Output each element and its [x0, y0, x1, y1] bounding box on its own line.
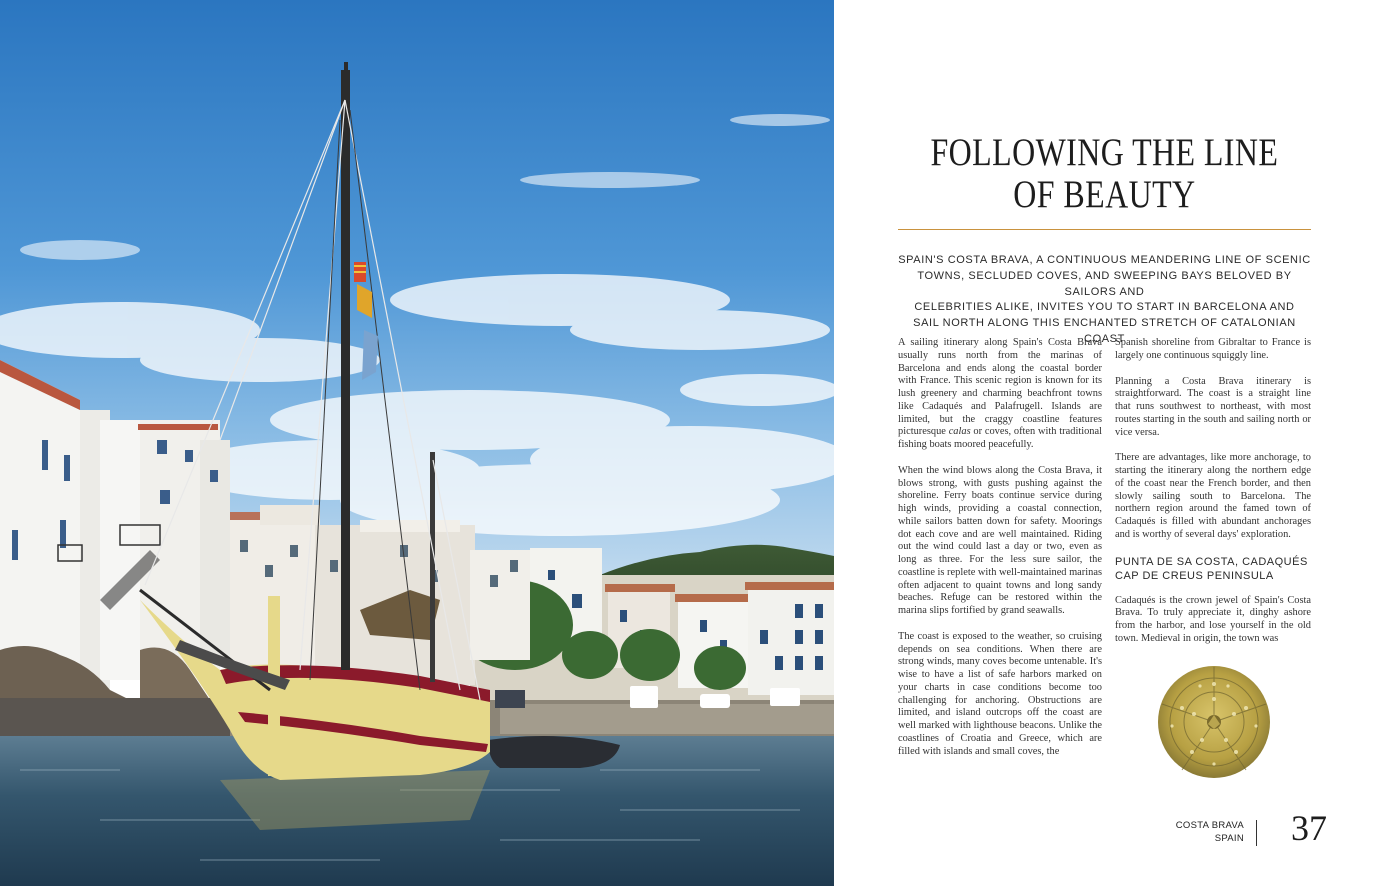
standfirst-line-1: SPAIN'S COSTA BRAVA, A CONTINUOUS MEANDERING LINE OF SCENIC [898, 254, 1311, 266]
title-line-2: OF BEAUTY [1013, 173, 1196, 216]
body-paragraph: Cadaqués is the crown jewel of Spain's Costa Brava. To truly appreciate it, dinghy ashore from the harbor, and lose yourself in the old town. Medieval in origin, the town was [1115, 594, 1311, 644]
body-paragraph: There are advantages, like more anchorage, to starting the itinerary along the northern edge of the coast near the French border, and then slowly sailing south to Barcelona. The northern region around the famed town of Cadaqués is filled with abundant anchorages and is worthy of several days' exploration. [1115, 452, 1311, 540]
section-folio [1164, 820, 1244, 845]
standfirst-line-4: SAIL NORTH ALONG THIS ENCHANTED STRETCH OF CATALONIAN COAST [913, 317, 1296, 345]
article-standfirst [898, 253, 1311, 348]
sea-urchin-icon [1156, 664, 1272, 780]
body-column-1 [898, 337, 1102, 771]
folio-section: COSTA BRAVA [1175, 820, 1244, 831]
title-divider [898, 229, 1311, 230]
body-paragraph: A sailing itinerary along Spain's Costa Brava usually runs north from the marinas of Barcelona and ends along the coastal border with France. This scenic region is known for its lush greenery and charming beachfront towns like Cadaqués and Palafrugell. Islands are limited, but the craggy coastline features picturesque calas or coves, often with traditional fishing boats moored peacefully. [898, 337, 1102, 450]
article-page [834, 0, 1375, 886]
page-number: 37 [1291, 808, 1327, 848]
standfirst-line-2: TOWNS, SECLUDED COVES, AND SWEEPING BAYS BELOVED BY SAILORS AND [917, 269, 1292, 298]
standfirst-line-3: CELEBRITIES ALIKE, INVITES YOU TO START IN BARCELONA AND [914, 301, 1295, 314]
section-subheading: PUNTA DE SA COSTA, CADAQUÉS CAP DE CREUS PENINSULA [1115, 555, 1308, 582]
body-paragraph: When the wind blows along the Costa Brava, it blows strong, with gusts pushing against the shoreline. Ferry boats continue service during high winds, providing a coastal connection, while sailors batten down for safety. Moorings dot each cove and are well maintained. Riding out the wind could last a day or two, even as long as three. For the less sure sailor, the coastline is replete with well-maintained marinas often adjacent to quaint towns and long sandy beaches. Refuge can be restored within the marina slips fortified by grand seawalls. [898, 464, 1102, 616]
body-column-2 [1115, 337, 1311, 659]
article-title [883, 132, 1327, 216]
folio-divider [1256, 820, 1257, 846]
body-paragraph: Spanish shoreline from Gibraltar to France is largely one continuous squiggly line. [1115, 337, 1311, 361]
title-line-1: FOLLOWING THE LINE [930, 131, 1279, 174]
body-paragraph: The coast is exposed to the weather, so cruising depends on sea conditions. When there are strong winds, many coves become untenable. It's wise to have a list of safe harbors marked on your charts in case conditions become too challenging for anchoring. Obstructions are limited, and island outcrops off the coast are well marked with lighthouse beacons. Unlike the coastlines of Croatia and Greece, which are filled with islands and small coves, the [898, 630, 1102, 757]
folio-country: SPAIN [1214, 832, 1244, 844]
body-paragraph: Planning a Costa Brava itinerary is straightforward. The coast is a straight line that runs southwest to northeast, with most routes starting in the south and sailing north or vice versa. [1115, 375, 1311, 438]
